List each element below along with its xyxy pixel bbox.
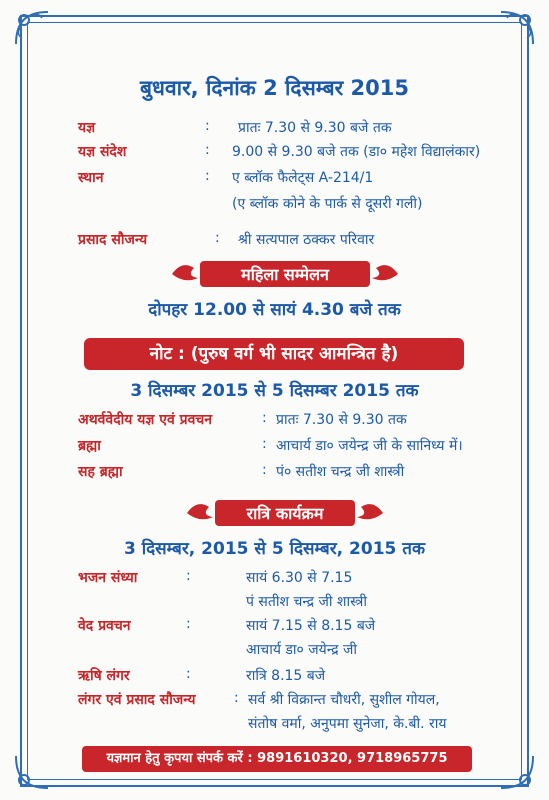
row-label: सह ब्रह्मा bbox=[78, 464, 123, 480]
row-value: श्री सत्यपाल ठक्कर परिवार bbox=[238, 232, 375, 248]
row-label: लंगर एवं प्रसाद सौजन्य bbox=[78, 692, 196, 708]
row-value: प्रातः 7.30 से 9.30 बजे तक bbox=[238, 120, 392, 136]
row-value: सायं 6.30 से 7.15 bbox=[246, 570, 353, 586]
row-label: भजन संध्या bbox=[78, 570, 138, 586]
contact-banner: यज्ञमान हेतु कृपया संपर्क करें : 9891610320, 9718965775 bbox=[82, 746, 472, 772]
row-colon: : bbox=[262, 436, 267, 452]
row-value: आचार्य डा० जयेन्द्र जी के सानिध्य में। bbox=[276, 438, 463, 454]
row-label: ब्रह्मा bbox=[78, 438, 101, 454]
row-colon: : bbox=[205, 142, 210, 158]
corner-ornament-icon bbox=[497, 8, 537, 48]
row-value: 9.00 से 9.30 बजे तक (डा० महेश विद्यालंकार) bbox=[232, 144, 481, 160]
row-label: यज्ञ bbox=[78, 120, 96, 136]
row-colon: : bbox=[234, 690, 239, 706]
row-label: स्थान bbox=[78, 170, 104, 186]
corner-ornament-icon bbox=[12, 8, 52, 48]
ratri-date-range: 3 दिसम्बर, 2015 से 5 दिसम्बर, 2015 तक bbox=[123, 539, 426, 559]
row-colon: : bbox=[262, 410, 267, 426]
row-value: रात्रि 8.15 बजे bbox=[246, 668, 326, 684]
row-value: (ए ब्लॉक कोने के पार्क से दूसरी गली) bbox=[232, 196, 423, 212]
row-label: वेद प्रवचन bbox=[78, 618, 131, 634]
row-value: सर्व श्री विक्रान्त चौधरी, सुशील गोयल, bbox=[248, 692, 440, 708]
row-colon: : bbox=[205, 168, 210, 184]
corner-ornament-icon bbox=[497, 752, 537, 792]
row-label: यज्ञ संदेश bbox=[78, 144, 127, 160]
row-value: ए ब्लॉक फैलेट्स A-214/1 bbox=[232, 170, 374, 186]
row-colon: : bbox=[186, 616, 191, 632]
row-colon: : bbox=[205, 118, 210, 134]
row-colon: : bbox=[215, 230, 220, 246]
corner-ornament-icon bbox=[12, 752, 52, 792]
row-colon: : bbox=[186, 568, 191, 584]
row-value: आचार्य डा० जयेन्द्र जी bbox=[246, 642, 357, 658]
row-value: प्रातः 7.30 से 9.30 तक bbox=[276, 412, 407, 428]
row-colon: : bbox=[262, 462, 267, 478]
row-value: पं सतीश चन्द्र जी शास्त्री bbox=[246, 594, 367, 610]
note-banner: नोट : (पुरुष वर्ग भी सादर आमन्त्रित है) bbox=[84, 338, 464, 370]
row-value: संतोष वर्मा, अनुपमा सुनेजा, के.बी. राय bbox=[248, 716, 447, 732]
row-label: प्रसाद सौजन्य bbox=[78, 232, 148, 248]
mahila-time: दोपहर 12.00 से सायं 4.30 बजे तक bbox=[148, 300, 401, 320]
date-range-heading: 3 दिसम्बर 2015 से 5 दिसम्बर 2015 तक bbox=[130, 381, 419, 401]
row-colon: : bbox=[186, 666, 191, 682]
ratri-title: रात्रि कार्यक्रम bbox=[246, 504, 324, 523]
date-heading: बुधवार, दिनांक 2 दिसम्बर 2015 bbox=[140, 76, 409, 100]
row-label: ऋषि लंगर bbox=[78, 668, 130, 684]
mahila-title: महिला सम्मेलन bbox=[241, 265, 329, 284]
row-value: पं० सतीश चन्द्र जी शास्त्री bbox=[276, 464, 405, 480]
row-value: सायं 7.15 से 8.15 बजे bbox=[246, 618, 376, 634]
row-label: अथर्ववेदीय यज्ञ एवं प्रवचन bbox=[78, 412, 213, 428]
